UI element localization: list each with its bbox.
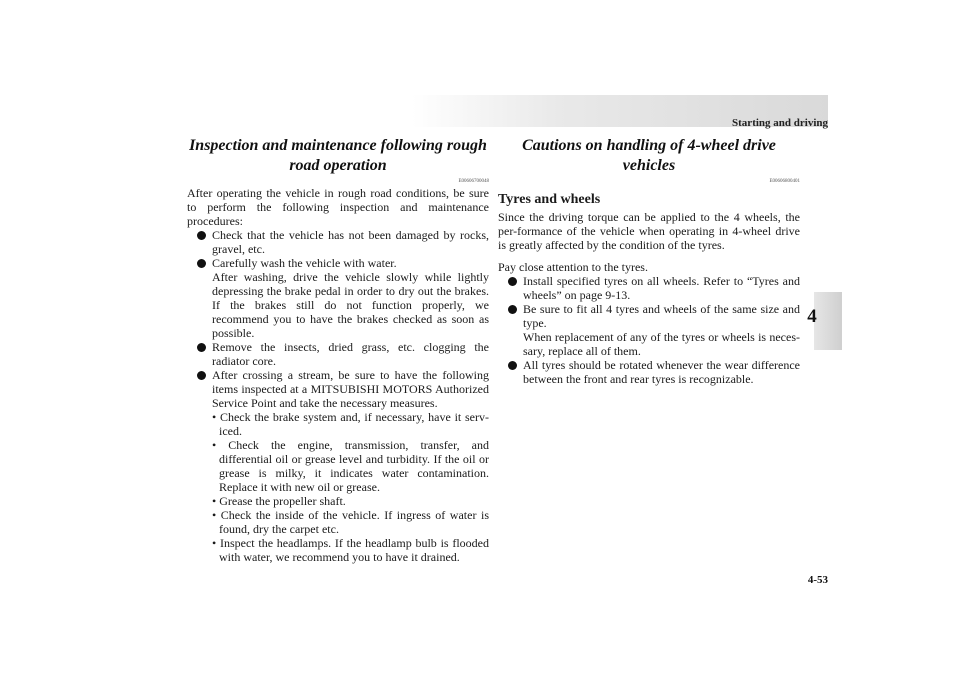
list-item: Check that the vehicle has not been damaged by rocks, gravel, etc. [197, 228, 489, 256]
intro-paragraph: After operating the vehicle in rough road conditions, be sure to perform the following inspection and maintenance procedures: [187, 186, 489, 228]
sub-list [212, 410, 489, 564]
section-code: E00606700048 [458, 179, 489, 184]
section-heading-inspection: Inspection and maintenance following rough road operation [189, 137, 487, 174]
bullet-icon [508, 277, 517, 286]
right-column [498, 136, 800, 386]
sub-item: • Check the brake system and, if necessary, have it serv-iced. [212, 410, 489, 438]
sub-item: • Check the inside of the vehicle. If ingress of water is found, dry the carpet etc. [212, 508, 489, 536]
list-item: Install specified tyres on all wheels. Refer to “Tyres and wheels” on page 9-13. [508, 274, 800, 302]
list-item: Carefully wash the vehicle with water. After washing, drive the vehicle slowly while lightly depressing the brake pedal in order to dry out the brakes. If the brakes still do not function properly, we recommend you to have the brakes checked as soon as possible. [197, 256, 489, 340]
sub-item: • Check the engine, transmission, transfer, and differential oil or grease level and turbidity. If the oil or grease is milky, it indicates water contamination. Replace it with new oil or grease. [212, 438, 489, 494]
tyre-list [498, 274, 800, 386]
list-item: After crossing a stream, be sure to have the following items inspected at a MITSUBISHI MOTORS Authorized Service Point and take the necessary measures. • Check the brake system and, if necessary, have it serv-iced. • Check the engine, transmission, transfer, and differential oil or grease level and turbidity. If the oil or grease is milky, it indicates water contamination. Replace it with new oil or grease. • Grease the propeller shaft. • Check the inside of the vehicle. If ingress of water is found, dry the carpet etc. • Inspect the headlamps. If the headlamp bulb is flooded with water, we recommend you to have it drained. [197, 368, 489, 564]
sub-item: • Inspect the headlamps. If the headlamp bulb is flooded with water, we recommend you to have it drained. [212, 536, 489, 564]
section-code: E00606800401 [769, 179, 800, 184]
attention-line: Pay close attention to the tyres. [498, 260, 648, 274]
bullet-icon [197, 231, 206, 240]
intro-paragraph: Since the driving torque can be applied to the 4 wheels, the per-formance of the vehicle when operating in 4-wheel drive is greatly affected by the condition of the tyres. [498, 210, 800, 252]
sub-item: • Grease the propeller shaft. [212, 494, 346, 508]
bullet-icon [197, 259, 206, 268]
section-heading-4wd: Cautions on handling of 4-wheel drive vehicles [522, 137, 776, 174]
left-column [187, 136, 489, 564]
bullet-icon [508, 305, 517, 314]
chapter-number: 4 [807, 306, 817, 327]
bullet-icon [197, 343, 206, 352]
list-item: All tyres should be rotated whenever the wear difference between the front and rear tyres is recognizable. [508, 358, 800, 386]
list-item-continuation: After washing, drive the vehicle slowly while lightly depressing the brake pedal in order to dry out the brakes. If the brakes still do not function properly, we recommend you to have the brakes checked as soon as possible. [212, 270, 489, 340]
page-number: 4-53 [807, 574, 828, 586]
list-item-note: When replacement of any of the tyres or wheels is neces-sary, replace all of them. [523, 330, 800, 358]
bullet-icon [197, 371, 206, 380]
inspection-list [187, 228, 489, 564]
subheading-tyres: Tyres and wheels [498, 192, 601, 207]
list-item: Be sure to fit all 4 tyres and wheels of the same size and type. When replacement of any of the tyres or wheels is neces-sary, replace all of them. [508, 302, 800, 358]
running-header: Starting and driving [732, 117, 828, 129]
list-item: Remove the insects, dried grass, etc. clogging the radiator core. [197, 340, 489, 368]
bullet-icon [508, 361, 517, 370]
